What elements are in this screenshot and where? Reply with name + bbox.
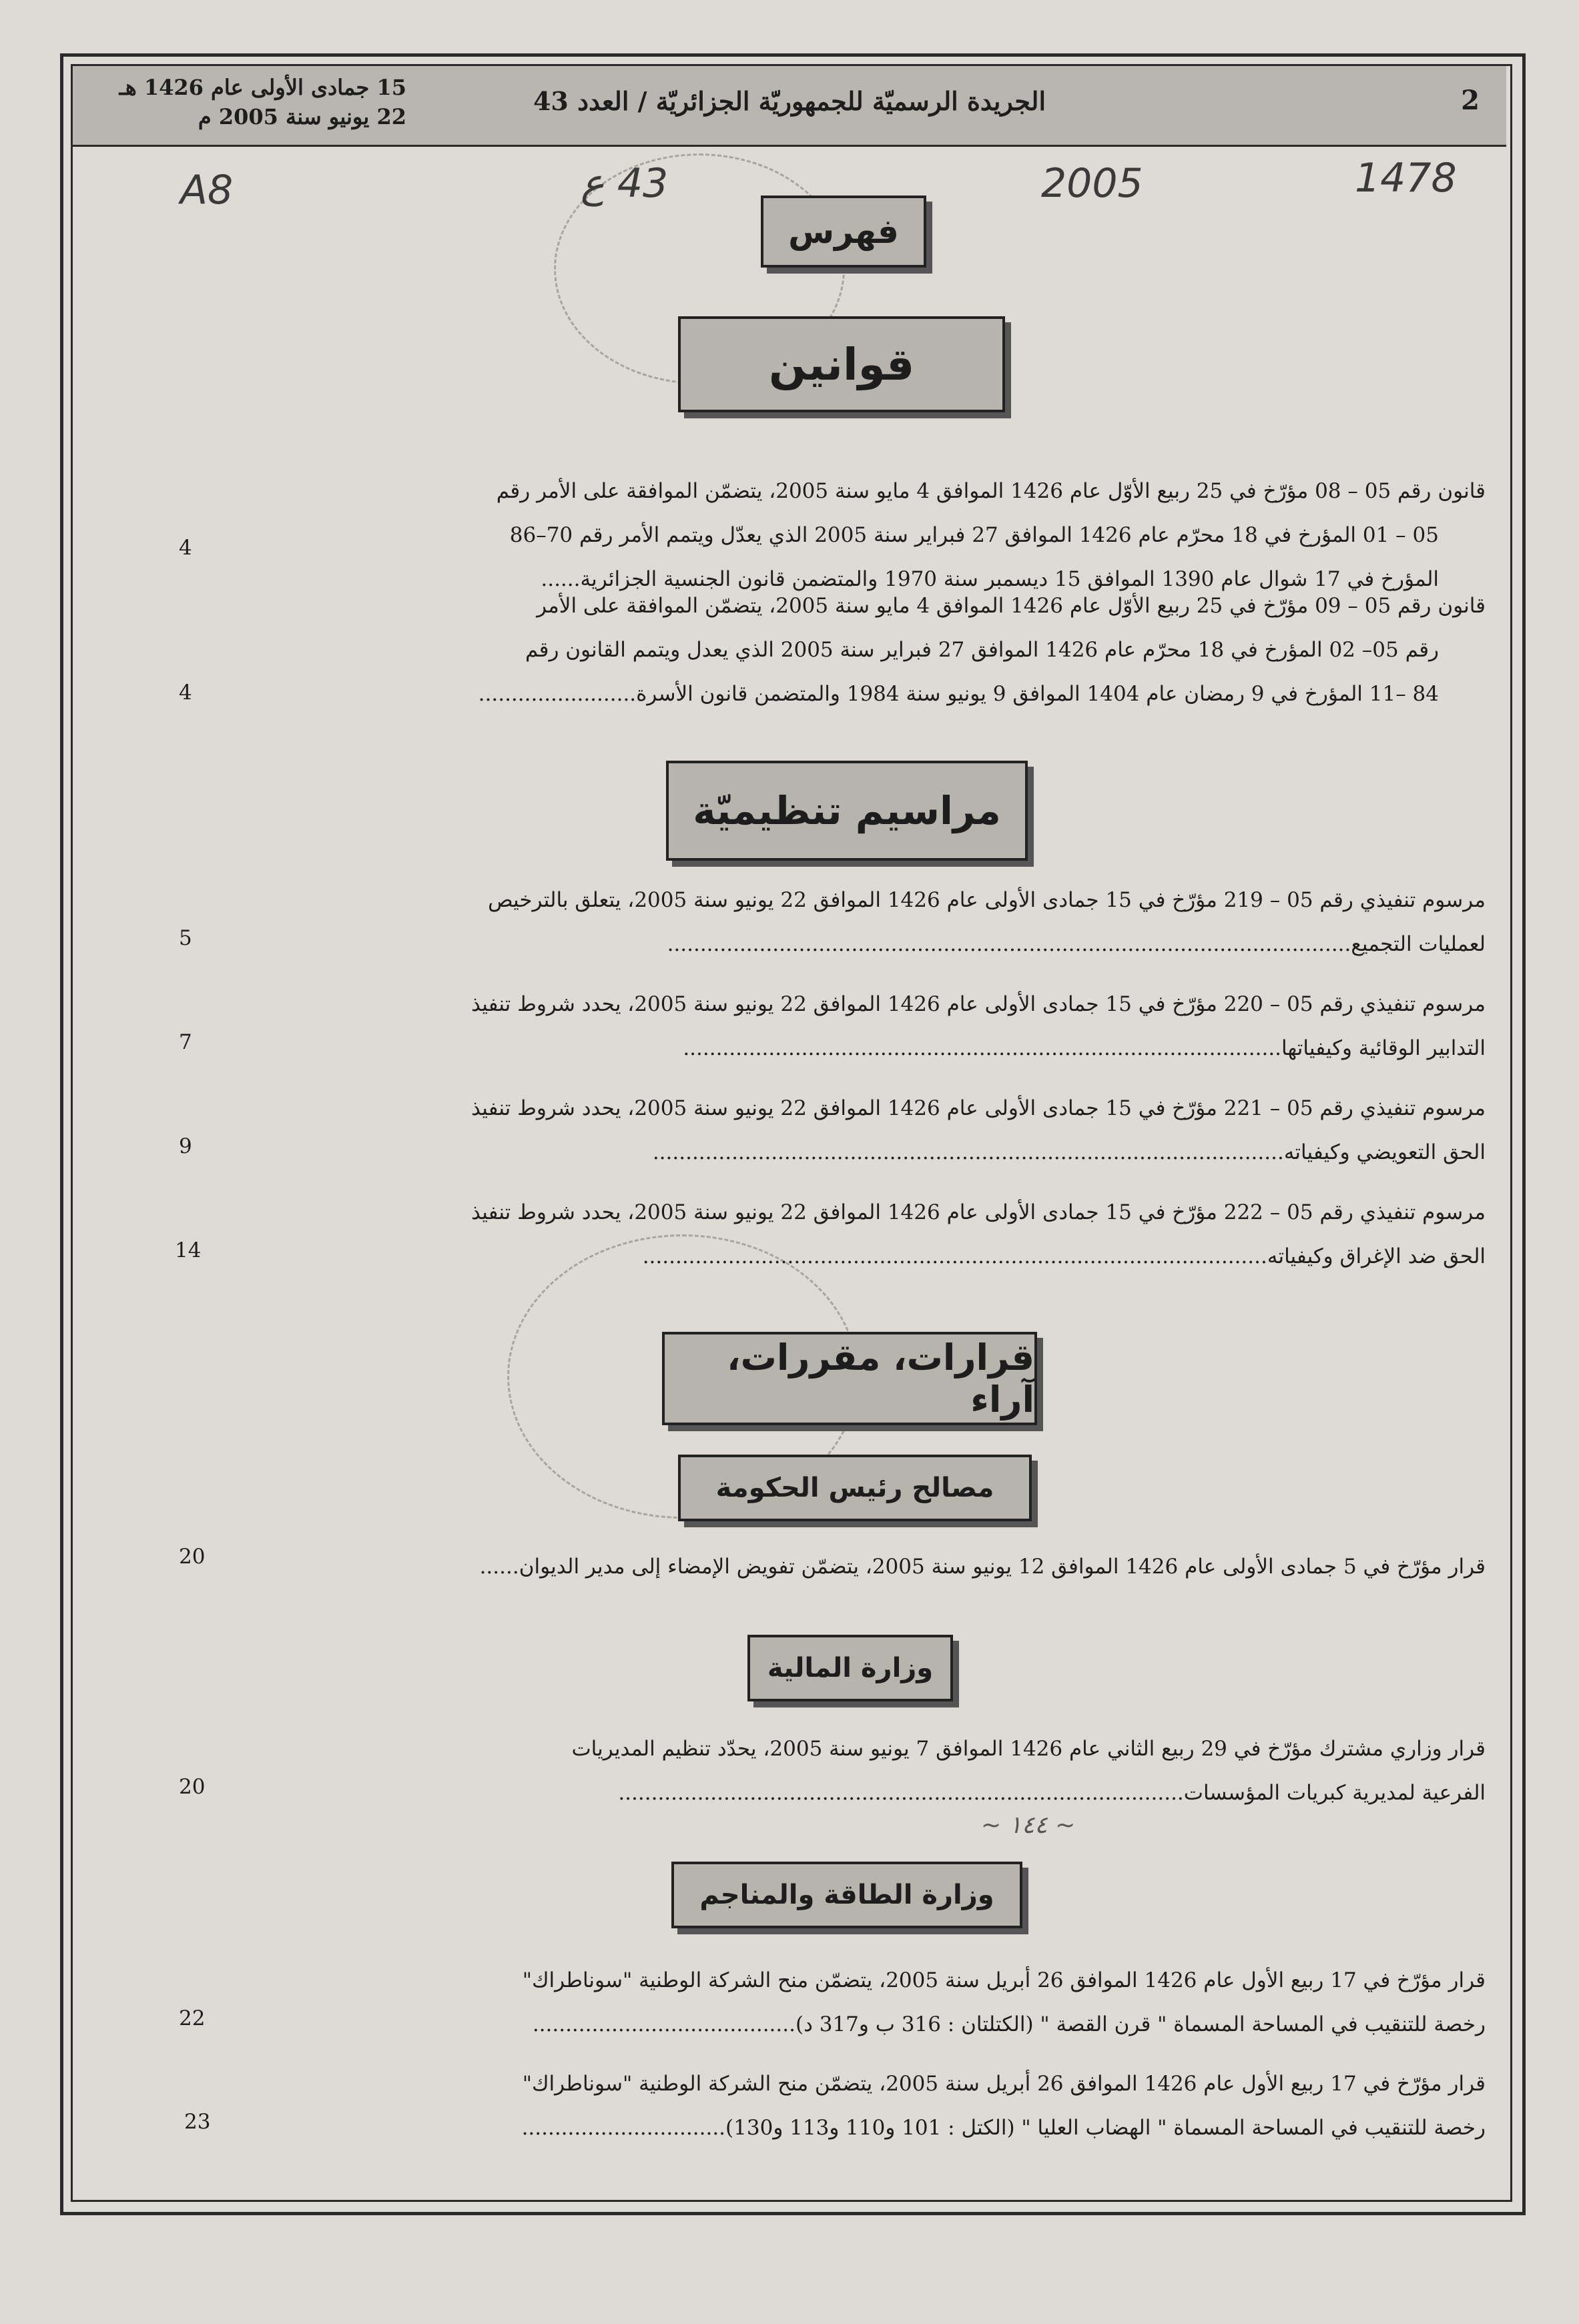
entry-line: 84 –11 المؤرخ في 9 رمضان عام 1404 الموافق 9 يونيو سنة 1984 والمتضمن قانون الأسرة........................ bbox=[478, 682, 1439, 706]
toc-entry-9 bbox=[204, 1958, 1486, 2046]
section-gov-head-text: مصالح رئيس الحكومة bbox=[715, 1473, 994, 1503]
page-ref: 20 bbox=[179, 1545, 206, 1569]
page-ref: 5 bbox=[179, 926, 192, 950]
page-ref: 14 bbox=[175, 1238, 202, 1262]
issue-date bbox=[99, 73, 406, 131]
entry-line: قرار مؤرّخ في 5 جمادى الأولى عام 1426 الموافق 12 يونيو سنة 2005، يتضمّن تفويض الإمضاء إلى مدير الديوان...... bbox=[479, 1555, 1486, 1579]
entry-line: مرسوم تنفيذي رقم 05 – 220 مؤرّخ في 15 جمادى الأولى عام 1426 الموافق 22 يونيو سنة 2005، يحدد شروط تنفيذ bbox=[471, 992, 1486, 1016]
entry-line: الحق التعويضي وكيفياته................................................................................................ bbox=[652, 1140, 1486, 1164]
entry-line: الفرعية لمديرية كبريات المؤسسات...................................................................................... bbox=[618, 1781, 1486, 1805]
entry-line: قانون رقم 05 – 08 مؤرّخ في 25 ربيع الأوّل عام 1426 الموافق 4 مايو سنة 2005، يتضمّن الموافقة على الأمر رقم bbox=[496, 479, 1486, 503]
entry-line: مرسوم تنفيذي رقم 05 – 219 مؤرّخ في 15 جمادى الأولى عام 1426 الموافق 22 يونيو سنة 2005، يتعلق بالترخيص bbox=[488, 888, 1486, 912]
toc-entry-8 bbox=[231, 1727, 1486, 1815]
section-finance-text: وزارة المالية bbox=[767, 1653, 934, 1683]
page-ref: 9 bbox=[179, 1134, 192, 1158]
hijri-date: 15 جمادى الأولى عام 1426 هـ bbox=[119, 75, 406, 100]
entry-line: المؤرخ في 17 شوال عام 1390 الموافق 15 ديسمبر سنة 1970 والمتضمن قانون الجنسية الجزائرية...... bbox=[541, 567, 1439, 591]
page-ref: 4 bbox=[179, 536, 192, 560]
handwritten-note-4: A8 bbox=[180, 167, 234, 214]
page-number: 2 bbox=[1461, 85, 1480, 116]
handwritten-note-1: 1478 bbox=[1355, 155, 1457, 202]
section-decrees-text: مراسيم تنظيميّة bbox=[693, 788, 1001, 833]
entry-line: الحق ضد الإغراق وكيفياته............................................................................................... bbox=[642, 1244, 1486, 1268]
entry-line: 05 – 01 المؤرخ في 18 محرّم عام 1426 الموافق 27 فبراير سنة 2005 الذي يعدّل ويتمم الأمر رقم 70–86 bbox=[509, 523, 1439, 547]
gregorian-date: 22 يونيو سنة 2005 م bbox=[198, 104, 406, 129]
entry-line: رقم 05– 02 المؤرخ في 18 محرّم عام 1426 الموافق 27 فبراير سنة 2005 الذي يعدل ويتمم القانون رقم bbox=[525, 638, 1439, 662]
handwritten-note-3: 43 ع bbox=[581, 160, 669, 207]
entry-line: رخصة للتنقيب في المساحة المسماة " الهضاب العليا " (الكتل : 101 و110 و113 و130)............................... bbox=[521, 2116, 1486, 2140]
page-header bbox=[73, 66, 1506, 147]
section-decrees bbox=[666, 761, 1028, 861]
toc-entry-3 bbox=[204, 878, 1486, 966]
section-energy bbox=[671, 1862, 1022, 1928]
entry-line: قرار مؤرّخ في 17 ربيع الأول عام 1426 الموافق 26 أبريل سنة 2005، يتضمّن منح الشركة الوطنية "سوناطراك" bbox=[522, 2072, 1486, 2096]
section-finance bbox=[747, 1635, 953, 1701]
toc-entry-2 bbox=[198, 584, 1486, 716]
section-laws-text: قوانين bbox=[768, 338, 915, 390]
entry-line: لعمليات التجميع........................................................................................................ bbox=[667, 932, 1486, 956]
page-ref: 4 bbox=[179, 681, 192, 705]
entry-line: قانون رقم 05 – 09 مؤرّخ في 25 ربيع الأوّل عام 1426 الموافق 4 مايو سنة 2005، يتضمّن الموافقة على الأمر bbox=[537, 594, 1486, 618]
page-ref: 20 bbox=[179, 1775, 206, 1799]
section-decisions bbox=[662, 1332, 1037, 1425]
toc-title bbox=[761, 196, 926, 268]
handwritten-annotation: ~ ١٤٤ ~ bbox=[981, 1812, 1076, 1839]
toc-entry-4 bbox=[204, 982, 1486, 1070]
section-gov-head bbox=[678, 1455, 1032, 1521]
section-decisions-text: قرارات، مقررات، آراء bbox=[727, 1336, 1034, 1421]
entry-line: رخصة للتنقيب في المساحة المسماة " قرن القصة " (الكتلتان : 316 ب و317 د)........................................ bbox=[532, 2012, 1486, 2036]
toc-title-text: فهرس bbox=[788, 212, 899, 251]
entry-line: قرار مؤرّخ في 17 ربيع الأول عام 1426 الموافق 26 أبريل سنة 2005، يتضمّن منح الشركة الوطنية "سوناطراك" bbox=[522, 1968, 1486, 1992]
toc-entry-1 bbox=[198, 469, 1486, 601]
page-ref: 23 bbox=[184, 2110, 211, 2134]
section-laws bbox=[678, 316, 1005, 412]
entry-line: مرسوم تنفيذي رقم 05 – 222 مؤرّخ في 15 جمادى الأولى عام 1426 الموافق 22 يونيو سنة 2005، يحدد شروط تنفيذ bbox=[471, 1200, 1486, 1224]
entry-line: مرسوم تنفيذي رقم 05 – 221 مؤرّخ في 15 جمادى الأولى عام 1426 الموافق 22 يونيو سنة 2005، يحدد شروط تنفيذ bbox=[471, 1096, 1486, 1120]
section-energy-text: وزارة الطاقة والمناجم bbox=[699, 1880, 994, 1910]
toc-entry-6 bbox=[204, 1190, 1486, 1278]
entry-line: قرار وزاري مشترك مؤرّخ في 29 ربيع الثاني عام 1426 الموافق 7 يونيو سنة 2005، يحدّد تنظيم المديريات bbox=[571, 1737, 1486, 1761]
journal-title: الجريدة الرسميّة للجمهوريّة الجزائريّة / العدد 43 bbox=[533, 86, 1046, 116]
toc-entry-7 bbox=[204, 1545, 1486, 1589]
entry-line: التدابير الوقائية وكيفياتها........................................................................................... bbox=[683, 1036, 1486, 1060]
page-ref: 22 bbox=[179, 2006, 206, 2030]
toc-entry-5 bbox=[204, 1086, 1486, 1174]
toc-entry-10 bbox=[204, 2062, 1486, 2150]
page-ref: 7 bbox=[179, 1030, 192, 1054]
handwritten-note-2: 2005 bbox=[1041, 160, 1143, 207]
